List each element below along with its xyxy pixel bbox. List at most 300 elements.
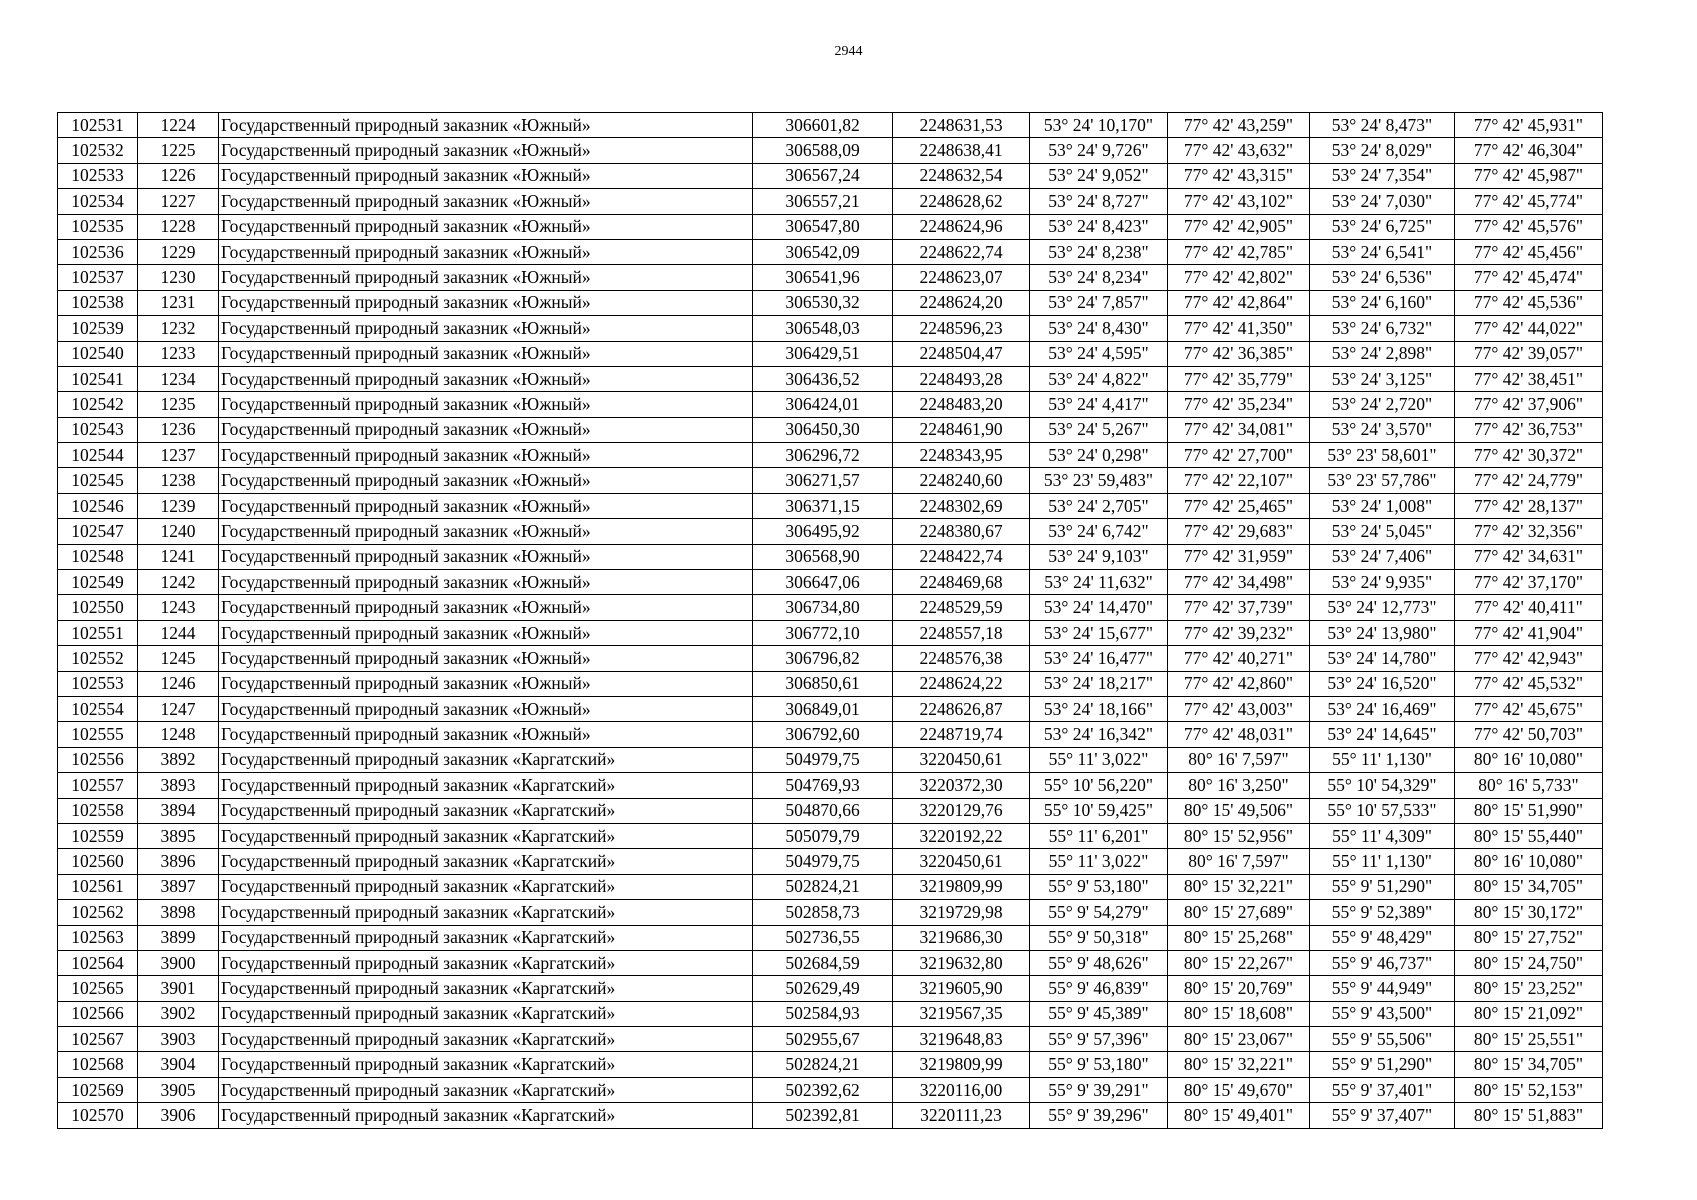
cell-coord-y: 2248240,60 bbox=[893, 468, 1030, 493]
cell-coord-x: 306541,96 bbox=[753, 265, 893, 290]
table-row bbox=[58, 443, 1603, 468]
cell-row-number: 102570 bbox=[58, 1103, 138, 1128]
cell-longitude-1: 77° 42' 42,802" bbox=[1168, 265, 1310, 290]
cell-longitude-2: 77° 42' 24,779" bbox=[1455, 468, 1603, 493]
cell-row-number: 102541 bbox=[58, 366, 138, 391]
cell-longitude-2: 77° 42' 45,675" bbox=[1455, 696, 1603, 721]
cell-longitude-2: 80° 15' 25,551" bbox=[1455, 1027, 1603, 1052]
cell-coord-y: 2248483,20 bbox=[893, 392, 1030, 417]
cell-row-number: 102557 bbox=[58, 773, 138, 798]
cell-point-number: 1228 bbox=[138, 214, 219, 239]
cell-row-number: 102536 bbox=[58, 239, 138, 264]
cell-object-name: Государственный природный заказник «Южный» bbox=[219, 113, 753, 138]
cell-latitude-1: 53° 24' 15,677" bbox=[1030, 620, 1168, 645]
cell-object-name: Государственный природный заказник «Южный» bbox=[219, 620, 753, 645]
cell-coord-y: 3219648,83 bbox=[893, 1027, 1030, 1052]
cell-longitude-1: 77° 42' 42,864" bbox=[1168, 290, 1310, 315]
cell-longitude-1: 80° 15' 18,608" bbox=[1168, 1001, 1310, 1026]
cell-latitude-2: 55° 10' 54,329" bbox=[1310, 773, 1455, 798]
cell-longitude-1: 80° 15' 52,956" bbox=[1168, 823, 1310, 848]
cell-latitude-2: 53° 24' 16,520" bbox=[1310, 671, 1455, 696]
table-row bbox=[58, 163, 1603, 188]
cell-latitude-2: 53° 24' 14,645" bbox=[1310, 722, 1455, 747]
cell-latitude-1: 55° 10' 59,425" bbox=[1030, 798, 1168, 823]
cell-latitude-1: 55° 9' 57,396" bbox=[1030, 1027, 1168, 1052]
cell-row-number: 102535 bbox=[58, 214, 138, 239]
cell-coord-x: 504870,66 bbox=[753, 798, 893, 823]
cell-latitude-2: 53° 24' 5,045" bbox=[1310, 519, 1455, 544]
cell-object-name: Государственный природный заказник «Каргатский» bbox=[219, 874, 753, 899]
cell-longitude-2: 80° 15' 23,252" bbox=[1455, 976, 1603, 1001]
cell-latitude-1: 55° 9' 39,296" bbox=[1030, 1103, 1168, 1128]
cell-row-number: 102549 bbox=[58, 570, 138, 595]
cell-longitude-2: 77° 42' 39,057" bbox=[1455, 341, 1603, 366]
table-row bbox=[58, 1027, 1603, 1052]
cell-point-number: 3896 bbox=[138, 849, 219, 874]
table-row bbox=[58, 925, 1603, 950]
cell-latitude-2: 53° 24' 1,008" bbox=[1310, 493, 1455, 518]
cell-point-number: 1238 bbox=[138, 468, 219, 493]
cell-point-number: 1237 bbox=[138, 443, 219, 468]
cell-latitude-1: 53° 24' 16,342" bbox=[1030, 722, 1168, 747]
cell-object-name: Государственный природный заказник «Каргатский» bbox=[219, 1052, 753, 1077]
cell-coord-x: 306647,06 bbox=[753, 570, 893, 595]
table-row bbox=[58, 595, 1603, 620]
cell-coord-x: 502824,21 bbox=[753, 874, 893, 899]
cell-object-name: Государственный природный заказник «Каргатский» bbox=[219, 849, 753, 874]
cell-latitude-2: 55° 9' 52,389" bbox=[1310, 900, 1455, 925]
cell-longitude-1: 77° 42' 43,259" bbox=[1168, 113, 1310, 138]
cell-object-name: Государственный природный заказник «Южный» bbox=[219, 290, 753, 315]
cell-longitude-2: 80° 15' 52,153" bbox=[1455, 1077, 1603, 1102]
cell-coord-x: 306296,72 bbox=[753, 443, 893, 468]
cell-latitude-1: 53° 24' 10,170" bbox=[1030, 113, 1168, 138]
cell-row-number: 102569 bbox=[58, 1077, 138, 1102]
cell-point-number: 1226 bbox=[138, 163, 219, 188]
table-row bbox=[58, 417, 1603, 442]
cell-object-name: Государственный природный заказник «Южный» bbox=[219, 595, 753, 620]
cell-longitude-2: 77° 42' 37,170" bbox=[1455, 570, 1603, 595]
cell-coord-y: 2248380,67 bbox=[893, 519, 1030, 544]
table-row bbox=[58, 1001, 1603, 1026]
cell-coord-x: 502629,49 bbox=[753, 976, 893, 1001]
cell-latitude-2: 53° 24' 9,935" bbox=[1310, 570, 1455, 595]
cell-coord-y: 3220116,00 bbox=[893, 1077, 1030, 1102]
cell-latitude-1: 53° 24' 14,470" bbox=[1030, 595, 1168, 620]
table-row bbox=[58, 671, 1603, 696]
cell-point-number: 1234 bbox=[138, 366, 219, 391]
cell-object-name: Государственный природный заказник «Южный» bbox=[219, 189, 753, 214]
cell-latitude-2: 53° 24' 7,030" bbox=[1310, 189, 1455, 214]
cell-object-name: Государственный природный заказник «Южный» bbox=[219, 417, 753, 442]
cell-object-name: Государственный природный заказник «Южный» bbox=[219, 493, 753, 518]
cell-latitude-1: 53° 24' 4,822" bbox=[1030, 366, 1168, 391]
cell-point-number: 1239 bbox=[138, 493, 219, 518]
cell-latitude-1: 53° 24' 6,742" bbox=[1030, 519, 1168, 544]
table-row bbox=[58, 1052, 1603, 1077]
cell-coord-y: 3220129,76 bbox=[893, 798, 1030, 823]
cell-coord-y: 2248622,74 bbox=[893, 239, 1030, 264]
cell-point-number: 1232 bbox=[138, 316, 219, 341]
cell-point-number: 3905 bbox=[138, 1077, 219, 1102]
cell-latitude-2: 53° 24' 8,029" bbox=[1310, 138, 1455, 163]
table-row bbox=[58, 976, 1603, 1001]
cell-longitude-2: 77° 42' 50,703" bbox=[1455, 722, 1603, 747]
cell-point-number: 3900 bbox=[138, 950, 219, 975]
coordinates-table bbox=[57, 112, 1603, 1129]
cell-longitude-2: 77° 42' 46,304" bbox=[1455, 138, 1603, 163]
cell-coord-y: 2248624,22 bbox=[893, 671, 1030, 696]
cell-point-number: 3893 bbox=[138, 773, 219, 798]
cell-object-name: Государственный природный заказник «Южный» bbox=[219, 214, 753, 239]
cell-object-name: Государственный природный заказник «Южный» bbox=[219, 696, 753, 721]
cell-coord-x: 502858,73 bbox=[753, 900, 893, 925]
cell-coord-y: 3219686,30 bbox=[893, 925, 1030, 950]
cell-coord-x: 502955,67 bbox=[753, 1027, 893, 1052]
cell-latitude-1: 53° 24' 9,052" bbox=[1030, 163, 1168, 188]
cell-coord-y: 2248557,18 bbox=[893, 620, 1030, 645]
cell-coord-x: 306568,90 bbox=[753, 544, 893, 569]
cell-coord-y: 2248631,53 bbox=[893, 113, 1030, 138]
cell-row-number: 102559 bbox=[58, 823, 138, 848]
cell-longitude-2: 80° 15' 30,172" bbox=[1455, 900, 1603, 925]
cell-coord-x: 502392,81 bbox=[753, 1103, 893, 1128]
cell-longitude-1: 77° 42' 36,385" bbox=[1168, 341, 1310, 366]
cell-latitude-1: 53° 24' 8,430" bbox=[1030, 316, 1168, 341]
cell-longitude-1: 80° 16' 7,597" bbox=[1168, 849, 1310, 874]
cell-longitude-1: 77° 42' 27,700" bbox=[1168, 443, 1310, 468]
cell-latitude-2: 53° 24' 6,160" bbox=[1310, 290, 1455, 315]
cell-coord-x: 504979,75 bbox=[753, 747, 893, 772]
cell-coord-y: 2248493,28 bbox=[893, 366, 1030, 391]
cell-latitude-1: 53° 24' 18,166" bbox=[1030, 696, 1168, 721]
table-row bbox=[58, 620, 1603, 645]
cell-coord-y: 2248624,20 bbox=[893, 290, 1030, 315]
table-row bbox=[58, 646, 1603, 671]
cell-latitude-2: 53° 24' 13,980" bbox=[1310, 620, 1455, 645]
cell-coord-x: 306424,01 bbox=[753, 392, 893, 417]
cell-longitude-2: 77° 42' 37,906" bbox=[1455, 392, 1603, 417]
cell-object-name: Государственный природный заказник «Южный» bbox=[219, 163, 753, 188]
cell-longitude-2: 80° 15' 34,705" bbox=[1455, 1052, 1603, 1077]
cell-coord-x: 502584,93 bbox=[753, 1001, 893, 1026]
cell-latitude-2: 53° 24' 7,354" bbox=[1310, 163, 1455, 188]
table-row bbox=[58, 950, 1603, 975]
cell-coord-x: 306588,09 bbox=[753, 138, 893, 163]
cell-coord-x: 306547,80 bbox=[753, 214, 893, 239]
cell-latitude-2: 53° 24' 2,720" bbox=[1310, 392, 1455, 417]
cell-object-name: Государственный природный заказник «Южный» bbox=[219, 646, 753, 671]
cell-point-number: 3901 bbox=[138, 976, 219, 1001]
cell-row-number: 102552 bbox=[58, 646, 138, 671]
table-row bbox=[58, 722, 1603, 747]
cell-coord-x: 306371,15 bbox=[753, 493, 893, 518]
cell-latitude-1: 53° 24' 8,423" bbox=[1030, 214, 1168, 239]
cell-longitude-1: 80° 15' 22,267" bbox=[1168, 950, 1310, 975]
cell-coord-x: 504979,75 bbox=[753, 849, 893, 874]
cell-longitude-2: 77° 42' 34,631" bbox=[1455, 544, 1603, 569]
cell-longitude-1: 77° 42' 37,739" bbox=[1168, 595, 1310, 620]
cell-coord-y: 2248422,74 bbox=[893, 544, 1030, 569]
cell-point-number: 3894 bbox=[138, 798, 219, 823]
cell-row-number: 102546 bbox=[58, 493, 138, 518]
cell-latitude-1: 55° 9' 46,839" bbox=[1030, 976, 1168, 1001]
cell-longitude-2: 77° 42' 45,774" bbox=[1455, 189, 1603, 214]
cell-latitude-2: 55° 9' 46,737" bbox=[1310, 950, 1455, 975]
cell-coord-y: 3220450,61 bbox=[893, 747, 1030, 772]
cell-row-number: 102531 bbox=[58, 113, 138, 138]
table-row bbox=[58, 493, 1603, 518]
cell-point-number: 1224 bbox=[138, 113, 219, 138]
cell-object-name: Государственный природный заказник «Каргатский» bbox=[219, 976, 753, 1001]
table-row bbox=[58, 265, 1603, 290]
cell-longitude-2: 77° 42' 45,536" bbox=[1455, 290, 1603, 315]
cell-object-name: Государственный природный заказник «Каргатский» bbox=[219, 798, 753, 823]
cell-latitude-1: 53° 24' 8,727" bbox=[1030, 189, 1168, 214]
cell-object-name: Государственный природный заказник «Каргатский» bbox=[219, 773, 753, 798]
cell-point-number: 1233 bbox=[138, 341, 219, 366]
table-row bbox=[58, 823, 1603, 848]
cell-latitude-2: 55° 9' 51,290" bbox=[1310, 874, 1455, 899]
cell-longitude-1: 77° 42' 43,632" bbox=[1168, 138, 1310, 163]
cell-longitude-1: 80° 15' 49,506" bbox=[1168, 798, 1310, 823]
cell-latitude-1: 55° 11' 3,022" bbox=[1030, 849, 1168, 874]
cell-point-number: 1248 bbox=[138, 722, 219, 747]
cell-row-number: 102561 bbox=[58, 874, 138, 899]
cell-latitude-2: 53° 23' 57,786" bbox=[1310, 468, 1455, 493]
cell-coord-y: 2248596,23 bbox=[893, 316, 1030, 341]
table-row bbox=[58, 747, 1603, 772]
cell-longitude-2: 80° 16' 5,733" bbox=[1455, 773, 1603, 798]
cell-longitude-2: 80° 16' 10,080" bbox=[1455, 747, 1603, 772]
table-body bbox=[58, 113, 1603, 1129]
cell-object-name: Государственный природный заказник «Южный» bbox=[219, 570, 753, 595]
cell-coord-x: 306271,57 bbox=[753, 468, 893, 493]
cell-latitude-2: 53° 24' 2,898" bbox=[1310, 341, 1455, 366]
cell-object-name: Государственный природный заказник «Южный» bbox=[219, 392, 753, 417]
cell-row-number: 102544 bbox=[58, 443, 138, 468]
cell-latitude-2: 53° 24' 6,541" bbox=[1310, 239, 1455, 264]
cell-object-name: Государственный природный заказник «Южный» bbox=[219, 519, 753, 544]
cell-row-number: 102550 bbox=[58, 595, 138, 620]
cell-longitude-1: 77° 42' 42,860" bbox=[1168, 671, 1310, 696]
cell-latitude-2: 55° 11' 1,130" bbox=[1310, 849, 1455, 874]
cell-point-number: 3899 bbox=[138, 925, 219, 950]
cell-latitude-2: 55° 9' 37,401" bbox=[1310, 1077, 1455, 1102]
cell-latitude-1: 53° 24' 4,417" bbox=[1030, 392, 1168, 417]
cell-longitude-1: 77° 42' 39,232" bbox=[1168, 620, 1310, 645]
cell-coord-y: 2248624,96 bbox=[893, 214, 1030, 239]
cell-longitude-1: 80° 15' 25,268" bbox=[1168, 925, 1310, 950]
cell-object-name: Государственный природный заказник «Южный» bbox=[219, 138, 753, 163]
cell-coord-y: 2248302,69 bbox=[893, 493, 1030, 518]
cell-point-number: 1229 bbox=[138, 239, 219, 264]
cell-longitude-1: 80° 15' 20,769" bbox=[1168, 976, 1310, 1001]
cell-longitude-2: 80° 15' 34,705" bbox=[1455, 874, 1603, 899]
cell-longitude-1: 77° 42' 43,003" bbox=[1168, 696, 1310, 721]
table-row bbox=[58, 113, 1603, 138]
cell-coord-x: 504769,93 bbox=[753, 773, 893, 798]
cell-latitude-2: 53° 24' 6,732" bbox=[1310, 316, 1455, 341]
cell-longitude-1: 77° 42' 31,959" bbox=[1168, 544, 1310, 569]
cell-row-number: 102556 bbox=[58, 747, 138, 772]
cell-row-number: 102551 bbox=[58, 620, 138, 645]
cell-coord-y: 3220192,22 bbox=[893, 823, 1030, 848]
cell-longitude-1: 77° 42' 29,683" bbox=[1168, 519, 1310, 544]
cell-point-number: 1227 bbox=[138, 189, 219, 214]
table-row bbox=[58, 544, 1603, 569]
cell-point-number: 1241 bbox=[138, 544, 219, 569]
cell-longitude-2: 77° 42' 44,022" bbox=[1455, 316, 1603, 341]
table-row bbox=[58, 239, 1603, 264]
cell-coord-x: 502392,62 bbox=[753, 1077, 893, 1102]
table-row bbox=[58, 900, 1603, 925]
cell-point-number: 3902 bbox=[138, 1001, 219, 1026]
cell-latitude-1: 55° 11' 6,201" bbox=[1030, 823, 1168, 848]
cell-longitude-2: 80° 15' 51,883" bbox=[1455, 1103, 1603, 1128]
cell-point-number: 1245 bbox=[138, 646, 219, 671]
cell-point-number: 1246 bbox=[138, 671, 219, 696]
cell-longitude-2: 80° 15' 27,752" bbox=[1455, 925, 1603, 950]
table-row bbox=[58, 874, 1603, 899]
cell-point-number: 1247 bbox=[138, 696, 219, 721]
cell-latitude-1: 53° 24' 8,238" bbox=[1030, 239, 1168, 264]
cell-point-number: 1236 bbox=[138, 417, 219, 442]
cell-point-number: 3904 bbox=[138, 1052, 219, 1077]
cell-coord-y: 2248343,95 bbox=[893, 443, 1030, 468]
cell-longitude-2: 80° 16' 10,080" bbox=[1455, 849, 1603, 874]
cell-latitude-2: 53° 24' 16,469" bbox=[1310, 696, 1455, 721]
cell-object-name: Государственный природный заказник «Южный» bbox=[219, 341, 753, 366]
table-row bbox=[58, 773, 1603, 798]
cell-coord-x: 306436,52 bbox=[753, 366, 893, 391]
cell-longitude-2: 77° 42' 45,474" bbox=[1455, 265, 1603, 290]
cell-longitude-1: 80° 15' 23,067" bbox=[1168, 1027, 1310, 1052]
cell-row-number: 102533 bbox=[58, 163, 138, 188]
cell-coord-y: 3220111,23 bbox=[893, 1103, 1030, 1128]
cell-coord-y: 2248504,47 bbox=[893, 341, 1030, 366]
cell-latitude-2: 53° 24' 3,570" bbox=[1310, 417, 1455, 442]
cell-point-number: 1231 bbox=[138, 290, 219, 315]
cell-longitude-2: 77° 42' 45,532" bbox=[1455, 671, 1603, 696]
cell-row-number: 102538 bbox=[58, 290, 138, 315]
cell-row-number: 102540 bbox=[58, 341, 138, 366]
cell-point-number: 3903 bbox=[138, 1027, 219, 1052]
cell-latitude-1: 55° 9' 54,279" bbox=[1030, 900, 1168, 925]
cell-latitude-2: 55° 9' 48,429" bbox=[1310, 925, 1455, 950]
cell-point-number: 3906 bbox=[138, 1103, 219, 1128]
cell-object-name: Государственный природный заказник «Каргатский» bbox=[219, 747, 753, 772]
cell-point-number: 3895 bbox=[138, 823, 219, 848]
cell-coord-y: 2248576,38 bbox=[893, 646, 1030, 671]
cell-latitude-2: 53° 24' 3,125" bbox=[1310, 366, 1455, 391]
cell-latitude-1: 55° 10' 56,220" bbox=[1030, 773, 1168, 798]
cell-row-number: 102568 bbox=[58, 1052, 138, 1077]
cell-object-name: Государственный природный заказник «Южный» bbox=[219, 468, 753, 493]
cell-latitude-1: 53° 23' 59,483" bbox=[1030, 468, 1168, 493]
cell-coord-y: 2248628,62 bbox=[893, 189, 1030, 214]
cell-longitude-1: 80° 15' 32,221" bbox=[1168, 874, 1310, 899]
table-row bbox=[58, 341, 1603, 366]
table-row bbox=[58, 138, 1603, 163]
cell-longitude-1: 80° 15' 32,221" bbox=[1168, 1052, 1310, 1077]
cell-row-number: 102565 bbox=[58, 976, 138, 1001]
cell-longitude-2: 77° 42' 38,451" bbox=[1455, 366, 1603, 391]
cell-latitude-2: 53° 24' 6,725" bbox=[1310, 214, 1455, 239]
cell-latitude-1: 55° 9' 53,180" bbox=[1030, 1052, 1168, 1077]
cell-longitude-2: 80° 15' 55,440" bbox=[1455, 823, 1603, 848]
cell-latitude-1: 53° 24' 11,632" bbox=[1030, 570, 1168, 595]
table-row bbox=[58, 1103, 1603, 1128]
cell-longitude-2: 80° 15' 51,990" bbox=[1455, 798, 1603, 823]
cell-latitude-1: 53° 24' 0,298" bbox=[1030, 443, 1168, 468]
cell-longitude-1: 77° 42' 42,905" bbox=[1168, 214, 1310, 239]
cell-row-number: 102562 bbox=[58, 900, 138, 925]
cell-longitude-2: 77° 42' 32,356" bbox=[1455, 519, 1603, 544]
cell-object-name: Государственный природный заказник «Каргатский» bbox=[219, 1027, 753, 1052]
cell-point-number: 1230 bbox=[138, 265, 219, 290]
cell-coord-x: 306530,32 bbox=[753, 290, 893, 315]
cell-coord-x: 306429,51 bbox=[753, 341, 893, 366]
cell-coord-y: 2248461,90 bbox=[893, 417, 1030, 442]
cell-latitude-1: 53° 24' 5,267" bbox=[1030, 417, 1168, 442]
cell-latitude-1: 55° 11' 3,022" bbox=[1030, 747, 1168, 772]
cell-longitude-2: 77° 42' 41,904" bbox=[1455, 620, 1603, 645]
cell-coord-y: 2248469,68 bbox=[893, 570, 1030, 595]
table-row bbox=[58, 1077, 1603, 1102]
table-row bbox=[58, 366, 1603, 391]
cell-object-name: Государственный природный заказник «Каргатский» bbox=[219, 925, 753, 950]
cell-longitude-1: 77° 42' 48,031" bbox=[1168, 722, 1310, 747]
cell-coord-x: 505079,79 bbox=[753, 823, 893, 848]
cell-coord-y: 2248632,54 bbox=[893, 163, 1030, 188]
cell-row-number: 102539 bbox=[58, 316, 138, 341]
cell-row-number: 102567 bbox=[58, 1027, 138, 1052]
cell-coord-x: 306542,09 bbox=[753, 239, 893, 264]
cell-longitude-1: 77° 42' 43,102" bbox=[1168, 189, 1310, 214]
cell-latitude-1: 53° 24' 4,595" bbox=[1030, 341, 1168, 366]
table-row bbox=[58, 189, 1603, 214]
cell-row-number: 102566 bbox=[58, 1001, 138, 1026]
cell-latitude-1: 55° 9' 39,291" bbox=[1030, 1077, 1168, 1102]
table-row bbox=[58, 392, 1603, 417]
cell-point-number: 1243 bbox=[138, 595, 219, 620]
cell-object-name: Государственный природный заказник «Южный» bbox=[219, 671, 753, 696]
cell-coord-x: 306567,24 bbox=[753, 163, 893, 188]
table-row bbox=[58, 696, 1603, 721]
cell-longitude-2: 77° 42' 42,943" bbox=[1455, 646, 1603, 671]
cell-point-number: 1244 bbox=[138, 620, 219, 645]
cell-point-number: 3892 bbox=[138, 747, 219, 772]
cell-latitude-2: 55° 9' 44,949" bbox=[1310, 976, 1455, 1001]
cell-longitude-2: 77° 42' 40,411" bbox=[1455, 595, 1603, 620]
cell-row-number: 102553 bbox=[58, 671, 138, 696]
cell-longitude-1: 77° 42' 40,271" bbox=[1168, 646, 1310, 671]
cell-coord-y: 2248623,07 bbox=[893, 265, 1030, 290]
cell-coord-y: 3219809,99 bbox=[893, 874, 1030, 899]
cell-latitude-2: 55° 10' 57,533" bbox=[1310, 798, 1455, 823]
cell-latitude-1: 53° 24' 18,217" bbox=[1030, 671, 1168, 696]
cell-object-name: Государственный природный заказник «Каргатский» bbox=[219, 1077, 753, 1102]
cell-row-number: 102563 bbox=[58, 925, 138, 950]
cell-point-number: 1240 bbox=[138, 519, 219, 544]
cell-latitude-2: 55° 11' 1,130" bbox=[1310, 747, 1455, 772]
cell-longitude-1: 80° 15' 49,401" bbox=[1168, 1103, 1310, 1128]
cell-coord-x: 306850,61 bbox=[753, 671, 893, 696]
table-row bbox=[58, 849, 1603, 874]
cell-object-name: Государственный природный заказник «Южный» bbox=[219, 544, 753, 569]
cell-row-number: 102554 bbox=[58, 696, 138, 721]
